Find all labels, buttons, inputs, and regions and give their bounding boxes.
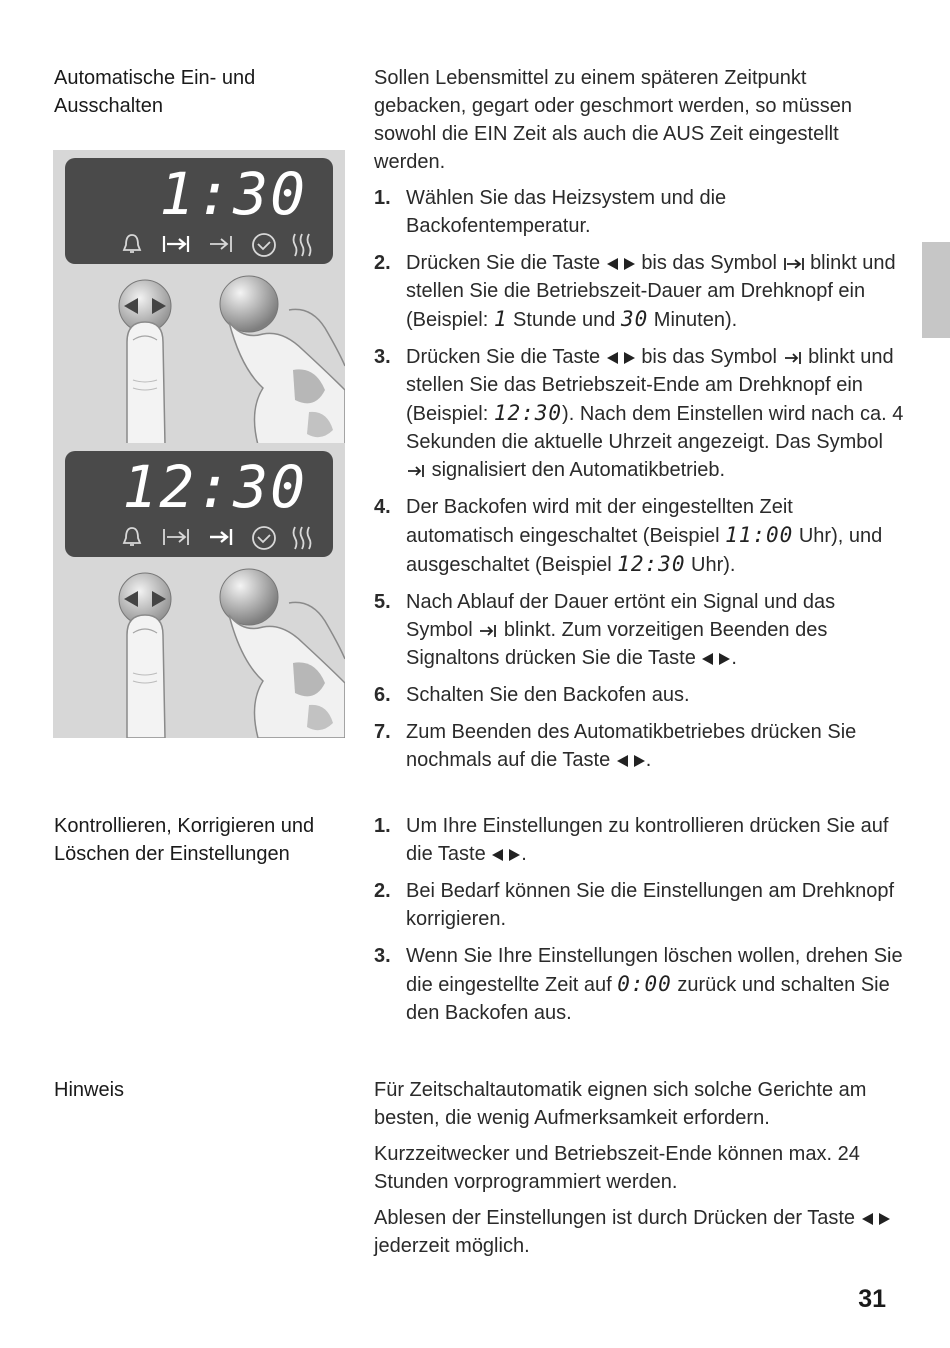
end-time-icon bbox=[406, 463, 426, 479]
duration-icon bbox=[161, 232, 191, 256]
control-steps-list bbox=[374, 812, 904, 1027]
finger-left bbox=[127, 322, 165, 445]
list-item: 5. Nach Ablauf der Dauer ertönt ein Signal und das Symbol blinkt. Zum vorzeitigen Beenden des Signaltons drücken Sie die Taste . bbox=[374, 591, 836, 669]
arrows-icon bbox=[616, 754, 646, 768]
auto-steps-list bbox=[374, 184, 904, 774]
clock-icon bbox=[251, 525, 277, 551]
section-heading-auto bbox=[54, 64, 354, 120]
section-heading-control bbox=[54, 812, 354, 868]
note-heading: Hinweis bbox=[54, 1079, 125, 1101]
heading-line-1: Automatische Ein- und bbox=[54, 67, 256, 89]
display-2 bbox=[65, 451, 333, 557]
list-item: 1. Wählen Sie das Heizsystem und die Backofentemperatur. bbox=[374, 187, 727, 237]
heading-line-2: Löschen der Einstellungen bbox=[54, 843, 290, 865]
end-time-icon bbox=[207, 232, 235, 256]
segment-value: 30 bbox=[620, 307, 649, 331]
arrows-icon bbox=[701, 652, 731, 666]
end-time-icon bbox=[207, 525, 235, 549]
list-item: 2. Bei Bedarf können Sie die Einstellungen am Drehknopf korrigieren. bbox=[374, 880, 895, 930]
display-1 bbox=[65, 158, 333, 264]
arrows-icon bbox=[861, 1212, 891, 1226]
list-item: 7. Zum Beenden des Automatikbetriebes drücken Sie nochmals auf die Taste . bbox=[374, 721, 857, 771]
hands-pressing-illustration bbox=[53, 270, 345, 445]
finger-left bbox=[127, 615, 165, 738]
list-item: 6. Schalten Sie den Backofen aus. bbox=[374, 684, 690, 706]
note-paragraph: Kurzzeitwecker und Betriebszeit-Ende können max. 24 Stunden vorprogrammiert werden. bbox=[374, 1143, 860, 1193]
clock-icon bbox=[251, 232, 277, 258]
control-panel-illustration-2 bbox=[53, 443, 345, 738]
note-body bbox=[374, 1076, 904, 1268]
note-paragraph: Ablesen der Einstellungen ist durch Drücken der Taste jederzeit möglich. bbox=[374, 1204, 904, 1260]
segment-value: 0:00 bbox=[617, 972, 672, 996]
hands-pressing-illustration bbox=[53, 563, 345, 738]
duration-icon bbox=[783, 256, 805, 272]
heading-line-1: Kontrollieren, Korrigieren und bbox=[54, 815, 315, 837]
bell-icon bbox=[121, 525, 143, 549]
display-icon-row bbox=[121, 525, 331, 551]
display-digits: 12:30 bbox=[122, 453, 307, 521]
arrows-icon bbox=[606, 257, 636, 271]
segment-value: 12:30 bbox=[493, 401, 563, 425]
end-time-icon bbox=[478, 623, 498, 639]
heading-line-2: Ausschalten bbox=[54, 95, 163, 117]
arrows-icon bbox=[491, 848, 521, 862]
display-icon-row bbox=[121, 232, 331, 258]
note-paragraph: Für Zeitschaltautomatik eignen sich solche Gerichte am besten, die wenig Aufmerksamkeit erfordern. bbox=[374, 1079, 867, 1129]
heat-icon bbox=[291, 525, 313, 551]
arrows-icon bbox=[606, 351, 636, 365]
thumb-tab-marker bbox=[922, 242, 950, 338]
list-item: 3. Drücken Sie die Taste bis das Symbol blinkt und stellen Sie das Betriebszeit-Ende am Drehknopf ein (Beispiel: 12:30). Nach dem Einstellen wird nach ca. 4 Sekunden die aktuelle Uhrzeit angezeigt. Das Symbol signalisiert den Automatikbetrieb. bbox=[374, 346, 904, 481]
end-time-icon bbox=[783, 350, 803, 366]
page-number: 31 bbox=[858, 1285, 886, 1313]
heat-icon bbox=[291, 232, 313, 258]
section-control-body bbox=[374, 812, 904, 1036]
segment-value: 11:00 bbox=[725, 523, 794, 547]
display-digits: 1:30 bbox=[159, 160, 307, 228]
list-item: 1. Um Ihre Einstellungen zu kontrollieren drücken Sie auf die Taste . bbox=[374, 815, 889, 865]
section-auto-body bbox=[374, 64, 904, 783]
segment-value: 1 bbox=[493, 307, 508, 331]
intro-paragraph: Sollen Lebensmittel zu einem späteren Zeitpunkt gebacken, gegart oder geschmort werden, so müssen sowohl die EIN Zeit als auch die AUS Zeit eingestellt werden. bbox=[374, 67, 853, 173]
duration-icon bbox=[161, 525, 191, 549]
list-item: 2. Drücken Sie die Taste bis das Symbol blinkt und stellen Sie die Betriebszeit-Dauer am Drehknopf ein (Beispiel: 1 Stunde und 30 Minuten). bbox=[374, 252, 896, 331]
bell-icon bbox=[121, 232, 143, 256]
list-item: 4. Der Backofen wird mit der eingestellten Zeit automatisch eingeschaltet (Beispiel 11:00 Uhr), und ausgeschaltet (Beispiel 12:30 Uhr). bbox=[374, 496, 883, 576]
control-panel-illustration-1 bbox=[53, 150, 345, 445]
list-item: 3. Wenn Sie Ihre Einstellungen löschen wollen, drehen Sie die eingestellte Zeit auf 0:00 zurück und schalten Sie den Backofen aus. bbox=[374, 945, 903, 1024]
segment-value: 12:30 bbox=[617, 552, 686, 576]
